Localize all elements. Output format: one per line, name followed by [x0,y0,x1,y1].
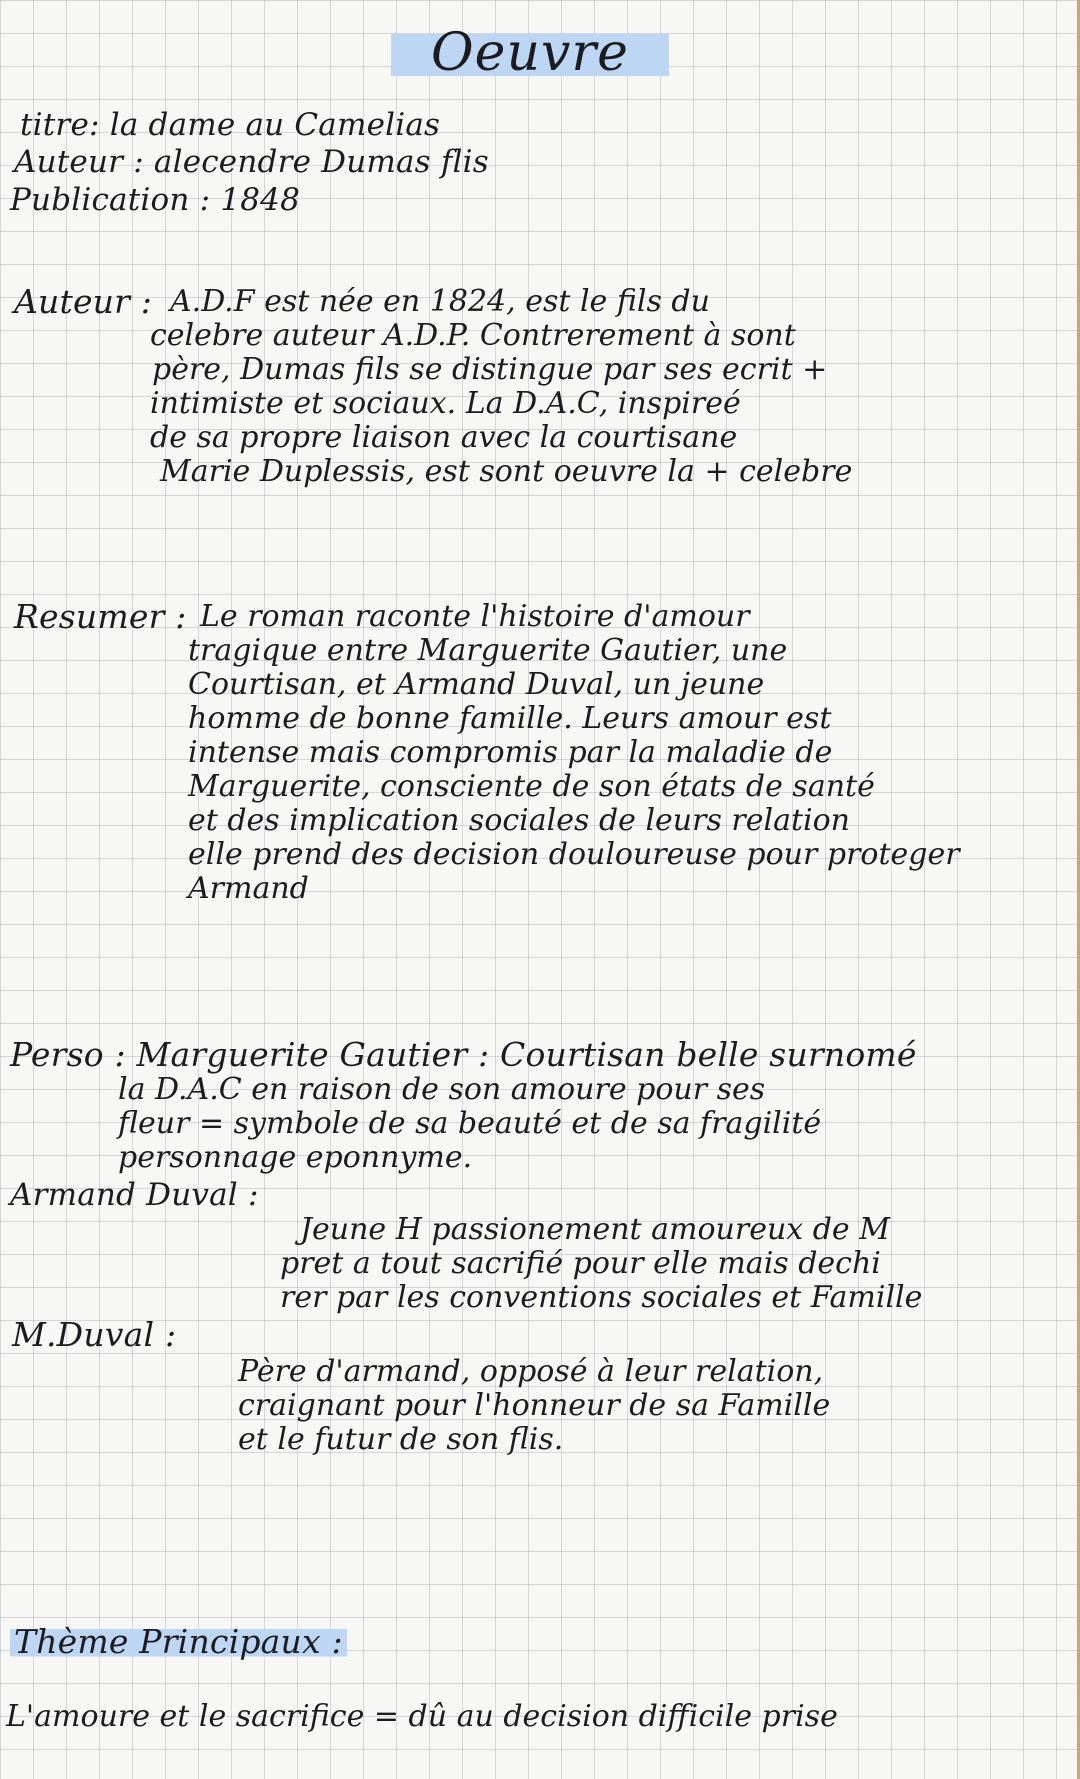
mduval-line: et le futur de son flis. [238,1422,564,1457]
perso-label-text: Perso [10,1035,104,1074]
marguerite-text [118,1073,821,1175]
resume-line: intense mais compromis par la maladie de [188,735,833,770]
auteur-line: intimiste et sociaux. La D.A.C, inspireé [150,386,741,421]
auteur-section-text [150,284,853,489]
armand-name: Armand Duval [10,1177,238,1213]
auteur-section-label-text: Auteur [14,282,131,321]
auteur-section-label: Auteur : [14,282,153,321]
mduval-line: craignant pour l'honneur de sa Famille [238,1388,831,1423]
marguerite-name: Marguerite Gautier [136,1035,468,1074]
info-auteur-label: Auteur [14,144,124,180]
auteur-line: père, Dumas fils se distingue par ses ecrit + [152,352,828,387]
marguerite-line: la D.A.C en raison de son amoure pour ses [118,1072,766,1107]
perso-label: Perso : Marguerite Gautier : Courtisan belle surnomé [10,1035,917,1074]
armand-name-row: Armand Duval : [10,1177,259,1213]
auteur-line: de sa propre liaison avec la courtisane [150,420,738,455]
marguerite-line: Courtisan belle surnomé [500,1035,917,1074]
info-publication-label: Publication [10,182,190,218]
info-publication: Publication : 1848 [10,182,301,218]
resume-label-text: Resumer [14,597,165,636]
themes-line: L'amoure et le sacrifice = dû au decision difficile prise [6,1699,838,1734]
mduval-line: Père d'armand, opposé à leur relation, [238,1354,824,1389]
resume-line: Courtisan, et Armand Duval, un jeune [188,667,765,702]
themes-label-text: Thème Principaux [14,1622,321,1661]
auteur-line: celebre auteur A.D.P. Contrerement à sont [150,318,796,353]
resume-line: homme de bonne famille. Leurs amour est [188,701,832,736]
resume-text [188,599,960,906]
resume-line: Armand [188,871,309,906]
resume-line: tragique entre Marguerite Gautier, une [188,633,788,668]
armand-line: rer par les conventions sociales et Famille [280,1280,923,1315]
armand-line: pret a tout sacrifié pour elle mais dechi [280,1246,881,1281]
info-titre-value: la dame au Camelias [109,107,441,143]
resume-line: Le roman raconte l'histoire d'amour [200,599,750,634]
mduval-text [238,1355,830,1457]
page-title [330,22,730,84]
mduval-name: M.Duval [12,1315,155,1354]
resume-line: et des implication sociales de leurs relation [188,803,850,838]
mduval-name-row: M.Duval : [12,1315,177,1354]
auteur-line: Marie Duplessis, est sont oeuvre la + celebre [160,454,853,489]
resume-line: Marguerite, consciente de son états de santé [188,769,875,804]
info-publication-value: 1848 [220,182,301,218]
info-titre: titre: la dame au Camelias [20,107,441,143]
info-auteur: Auteur : alecendre Dumas flis [14,144,489,180]
page-title-text: Oeuvre [391,23,669,83]
info-auteur-value: alecendre Dumas flis [153,144,489,180]
armand-line: Jeune H passionement amoureux de M [300,1212,890,1247]
themes-text [6,1700,838,1734]
themes-label-highlight: Thème Principaux : [10,1622,347,1661]
armand-text [280,1212,923,1315]
resume-line: elle prend des decision douloureuse pour proteger [188,837,960,872]
marguerite-line: personnage eponnyme. [118,1140,473,1175]
auteur-line: A.D.F est née en 1824, est le fils du [170,284,710,319]
info-titre-label: titre [20,107,89,143]
resume-label: Resumer : [14,597,187,636]
marguerite-line: fleur = symbole de sa beauté et de sa fragilité [118,1106,822,1141]
themes-label [10,1622,347,1661]
